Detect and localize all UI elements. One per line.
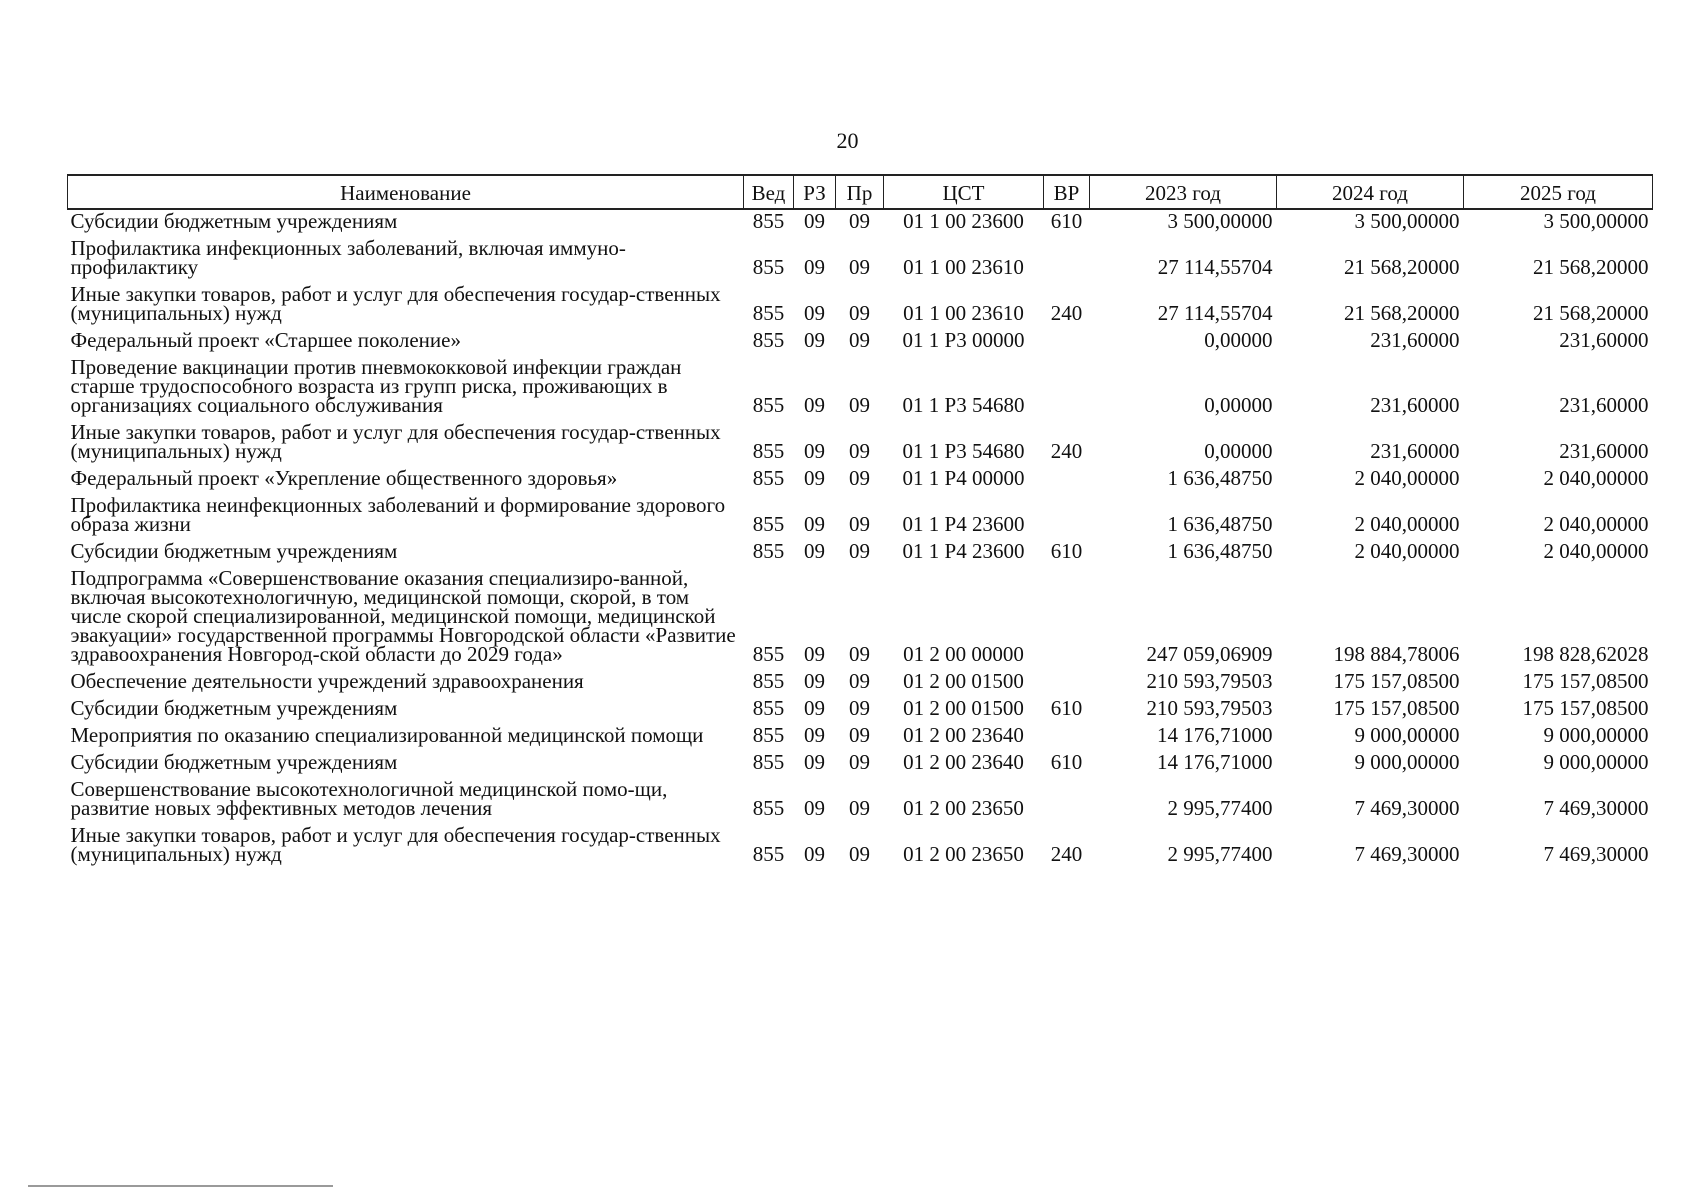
cell-2023: 210 593,79503 (1146, 696, 1273, 720)
cell-2023: 1 636,48750 (1167, 466, 1273, 490)
cell-vr (1044, 494, 1090, 540)
cell-name: Проведение вакцинации против пневмококковой инфекции граждан старше трудоспособного возраста из групп риска, проживающих в организациях социального обслуживания (70, 355, 682, 417)
cell-2023: 1 636,48750 (1167, 539, 1273, 563)
cell-2025: 9 000,00000 (1543, 750, 1649, 774)
cell-2024: 2 040,00000 (1354, 539, 1460, 563)
cell-cst: 01 2 00 23650 (903, 842, 1024, 866)
cell-ved: 855 (752, 750, 785, 774)
cell-2025: 7 469,30000 (1543, 796, 1649, 820)
cell-2024: 9 000,00000 (1354, 750, 1460, 774)
cell-2023: 247 059,06909 (1146, 642, 1273, 666)
table-row (68, 824, 1653, 870)
cell-2024: 231,60000 (1370, 439, 1460, 463)
cell-rz: 09 (804, 209, 825, 233)
cell-cst: 01 2 00 00000 (903, 642, 1024, 666)
cell-rz: 09 (804, 328, 825, 352)
table-row (68, 724, 1653, 751)
cell-rz: 09 (804, 723, 825, 747)
table-row (68, 670, 1653, 697)
cell-rz: 09 (804, 669, 825, 693)
cell-pr: 09 (849, 255, 870, 279)
table-row (68, 567, 1653, 670)
cell-2024: 231,60000 (1370, 393, 1460, 417)
cell-2025: 2 040,00000 (1543, 512, 1649, 536)
cell-cst: 01 1 P3 00000 (902, 328, 1025, 352)
cell-ved: 855 (752, 209, 785, 233)
cell-pr: 09 (849, 209, 870, 233)
cell-2025: 175 157,08500 (1522, 669, 1649, 693)
cell-name: Субсидии бюджетным учреждениям (70, 696, 398, 720)
header-pr: Пр (836, 175, 884, 209)
cell-rz: 09 (804, 393, 825, 417)
table-row (68, 209, 1653, 237)
cell-ved: 855 (752, 301, 785, 325)
footer-rule (28, 1185, 333, 1187)
cell-name: Иные закупки товаров, работ и услуг для обеспечения государ-ственных (муниципальных) нужд (70, 282, 721, 325)
cell-2023: 1 636,48750 (1167, 512, 1273, 536)
table-row (68, 494, 1653, 540)
cell-rz: 09 (804, 301, 825, 325)
cell-vr (1044, 567, 1090, 670)
header-name: Наименование (68, 175, 744, 209)
table-row (68, 421, 1653, 467)
cell-pr: 09 (849, 669, 870, 693)
cell-name: Субсидии бюджетным учреждениям (70, 539, 398, 563)
cell-name: Федеральный проект «Укрепление общественного здоровья» (70, 466, 618, 490)
cell-name: Совершенствование высокотехнологичной медицинской помо-щи, развитие новых эффективных методов лечения (70, 777, 668, 820)
cell-2024: 7 469,30000 (1354, 842, 1460, 866)
cell-vr: 610 (1050, 696, 1083, 720)
table-row (68, 540, 1653, 567)
cell-vr (1044, 670, 1090, 697)
cell-rz: 09 (804, 696, 825, 720)
cell-pr: 09 (849, 796, 870, 820)
cell-pr: 09 (849, 539, 870, 563)
cell-2024: 2 040,00000 (1354, 466, 1460, 490)
cell-ved: 855 (752, 539, 785, 563)
header-vr: ВР (1044, 175, 1090, 209)
table-row (68, 778, 1653, 824)
cell-2025: 21 568,20000 (1533, 301, 1649, 325)
table-row (68, 356, 1653, 421)
cell-vr (1044, 467, 1090, 494)
cell-ved: 855 (752, 255, 785, 279)
page-number: 20 (836, 128, 859, 153)
header-2023: 2023 год (1090, 175, 1277, 209)
cell-pr: 09 (849, 301, 870, 325)
cell-vr: 240 (1050, 439, 1083, 463)
cell-2023: 210 593,79503 (1146, 669, 1273, 693)
budget-table-container (67, 174, 1652, 870)
budget-table (67, 174, 1653, 870)
header-2025: 2025 год (1464, 175, 1653, 209)
cell-vr (1044, 778, 1090, 824)
cell-rz: 09 (804, 539, 825, 563)
header-2024: 2024 год (1277, 175, 1464, 209)
cell-cst: 01 2 00 23640 (903, 750, 1024, 774)
cell-2024: 2 040,00000 (1354, 512, 1460, 536)
cell-ved: 855 (752, 393, 785, 417)
cell-2025: 231,60000 (1559, 328, 1649, 352)
cell-ved: 855 (752, 328, 785, 352)
cell-2025: 198 828,62028 (1522, 642, 1649, 666)
cell-cst: 01 2 00 23640 (903, 723, 1024, 747)
cell-pr: 09 (849, 642, 870, 666)
cell-rz: 09 (804, 512, 825, 536)
cell-rz: 09 (804, 439, 825, 463)
cell-ved: 855 (752, 466, 785, 490)
header-ved: Вед (744, 175, 794, 209)
cell-vr (1044, 724, 1090, 751)
cell-name: Обеспечение деятельности учреждений здравоохранения (70, 669, 584, 693)
cell-2023: 27 114,55704 (1157, 301, 1273, 325)
cell-ved: 855 (752, 723, 785, 747)
cell-name: Субсидии бюджетным учреждениям (70, 209, 398, 233)
cell-ved: 855 (752, 642, 785, 666)
cell-rz: 09 (804, 750, 825, 774)
cell-vr (1044, 356, 1090, 421)
cell-pr: 09 (849, 723, 870, 747)
cell-name: Федеральный проект «Старшее поколение» (70, 328, 461, 352)
cell-pr: 09 (849, 439, 870, 463)
cell-pr: 09 (849, 512, 870, 536)
cell-cst: 01 1 P4 00000 (902, 466, 1025, 490)
cell-vr: 240 (1050, 301, 1083, 325)
cell-pr: 09 (849, 466, 870, 490)
cell-2025: 21 568,20000 (1533, 255, 1649, 279)
cell-2023: 0,00000 (1204, 393, 1273, 417)
cell-rz: 09 (804, 642, 825, 666)
cell-cst: 01 2 00 01500 (903, 696, 1024, 720)
table-header (68, 175, 1653, 209)
cell-2024: 7 469,30000 (1354, 796, 1460, 820)
cell-2025: 2 040,00000 (1543, 466, 1649, 490)
cell-cst: 01 1 00 23600 (903, 209, 1024, 233)
cell-pr: 09 (849, 328, 870, 352)
cell-rz: 09 (804, 466, 825, 490)
table-row (68, 751, 1653, 778)
cell-name: Профилактика неинфекционных заболеваний и формирование здорового образа жизни (70, 493, 726, 536)
cell-2025: 9 000,00000 (1543, 723, 1649, 747)
cell-cst: 01 2 00 01500 (903, 669, 1024, 693)
cell-name: Мероприятия по оказанию специализированной медицинской помощи (70, 723, 704, 747)
cell-ved: 855 (752, 669, 785, 693)
cell-2024: 198 884,78006 (1333, 642, 1460, 666)
cell-2023: 2 995,77400 (1167, 842, 1273, 866)
table-row (68, 467, 1653, 494)
cell-cst: 01 1 P3 54680 (902, 439, 1025, 463)
cell-vr: 610 (1050, 750, 1083, 774)
cell-ved: 855 (752, 842, 785, 866)
cell-2023: 3 500,00000 (1167, 209, 1273, 233)
cell-ved: 855 (752, 439, 785, 463)
cell-2023: 0,00000 (1204, 439, 1273, 463)
cell-vr: 610 (1050, 209, 1083, 233)
cell-pr: 09 (849, 842, 870, 866)
cell-rz: 09 (804, 255, 825, 279)
cell-ved: 855 (752, 796, 785, 820)
table-row (68, 329, 1653, 356)
table-row (68, 697, 1653, 724)
cell-vr (1044, 237, 1090, 283)
cell-name: Иные закупки товаров, работ и услуг для обеспечения государ-ственных (муниципальных) нужд (70, 823, 721, 866)
cell-2023: 0,00000 (1204, 328, 1273, 352)
cell-pr: 09 (849, 696, 870, 720)
cell-2023: 2 995,77400 (1167, 796, 1273, 820)
cell-ved: 855 (752, 696, 785, 720)
cell-ved: 855 (752, 512, 785, 536)
cell-rz: 09 (804, 796, 825, 820)
cell-2025: 231,60000 (1559, 439, 1649, 463)
cell-pr: 09 (849, 393, 870, 417)
cell-2025: 3 500,00000 (1543, 209, 1649, 233)
cell-name: Иные закупки товаров, работ и услуг для обеспечения государ-ственных (муниципальных) нужд (70, 420, 721, 463)
cell-cst: 01 2 00 23650 (903, 796, 1024, 820)
cell-pr: 09 (849, 750, 870, 774)
cell-vr: 240 (1050, 842, 1083, 866)
cell-2024: 231,60000 (1370, 328, 1460, 352)
cell-name: Профилактика инфекционных заболеваний, включая иммуно-профилактику (70, 236, 626, 279)
cell-2025: 7 469,30000 (1543, 842, 1649, 866)
cell-2024: 175 157,08500 (1333, 669, 1460, 693)
cell-2023: 14 176,71000 (1157, 750, 1273, 774)
cell-2024: 3 500,00000 (1354, 209, 1460, 233)
cell-cst: 01 1 P3 54680 (902, 393, 1025, 417)
cell-2024: 175 157,08500 (1333, 696, 1460, 720)
cell-cst: 01 1 P4 23600 (902, 539, 1025, 563)
cell-vr (1044, 329, 1090, 356)
cell-2025: 2 040,00000 (1543, 539, 1649, 563)
cell-2023: 14 176,71000 (1157, 723, 1273, 747)
cell-name: Субсидии бюджетным учреждениям (70, 750, 398, 774)
header-row (68, 175, 1653, 209)
cell-2024: 21 568,20000 (1344, 255, 1460, 279)
cell-2024: 9 000,00000 (1354, 723, 1460, 747)
table-row (68, 283, 1653, 329)
table-body (68, 209, 1653, 870)
header-cst: ЦСТ (884, 175, 1044, 209)
cell-cst: 01 1 00 23610 (903, 255, 1024, 279)
table-row (68, 237, 1653, 283)
cell-name: Подпрограмма «Совершенствование оказания специализиро-ванной, включая высокотехнологичную, медицинской помощи, скорой, в том числе скорой специализированной, медицинской помощи, медицинской эвакуации» государственной программы Новгородской области «Развитие здравоохранения Новгород-ской области до 2029 года» (70, 566, 736, 666)
cell-2024: 21 568,20000 (1344, 301, 1460, 325)
cell-2025: 175 157,08500 (1522, 696, 1649, 720)
header-rz: РЗ (794, 175, 836, 209)
cell-vr: 610 (1050, 539, 1083, 563)
cell-2025: 231,60000 (1559, 393, 1649, 417)
cell-rz: 09 (804, 842, 825, 866)
cell-cst: 01 1 00 23610 (903, 301, 1024, 325)
cell-2023: 27 114,55704 (1157, 255, 1273, 279)
cell-cst: 01 1 P4 23600 (902, 512, 1025, 536)
